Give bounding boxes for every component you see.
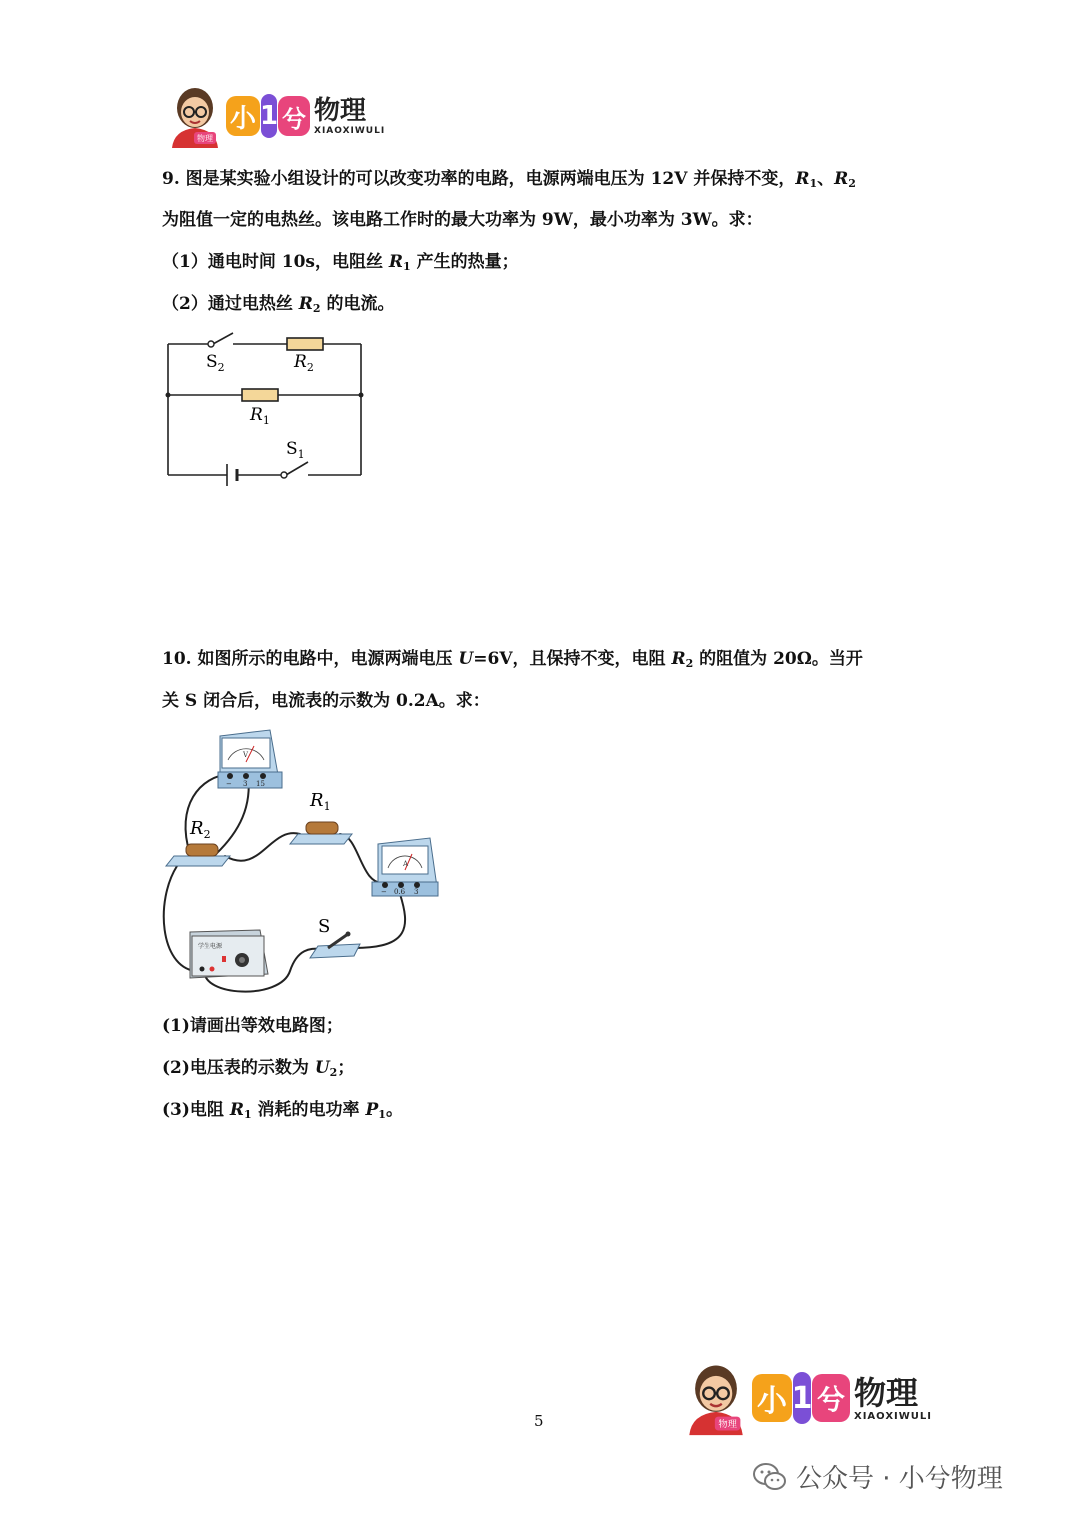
- q10-line2: 关 S 闭合后，电流表的示数为 0.2A。求：: [162, 691, 490, 711]
- logo-cn: 物理: [314, 96, 367, 126]
- svg-text:物理: 物理: [718, 1419, 737, 1431]
- svg-text:15: 15: [256, 780, 265, 788]
- svg-text:S2: $S_2$: [206, 352, 225, 374]
- mascot-icon: [680, 1360, 752, 1436]
- logo-num-char: 1: [261, 94, 277, 138]
- svg-text:学生电源: 学生电源: [198, 943, 223, 950]
- resistor-r2: [166, 844, 230, 866]
- logo-en: XIAOXIWULI: [854, 1410, 932, 1422]
- q9-line1: 9. 图是某实验小组设计的可以改变功率的电路，电源两端电压为 12V 并保持不变，$R_1$、$R_2$: [162, 169, 856, 190]
- svg-text:0.6: 0.6: [394, 888, 406, 896]
- mascot-icon: [164, 84, 226, 148]
- svg-text:3: 3: [243, 780, 248, 788]
- logo-rest-char: 兮: [278, 96, 310, 136]
- footer-text: 公众号 · 小兮物理: [796, 1464, 1003, 1494]
- svg-text:−: −: [226, 780, 232, 788]
- q9-line2: 为阻值一定的电热丝。该电路工作时的最大功率为 9W，最小功率为 3W。求：: [162, 210, 763, 230]
- power-supply: [190, 930, 268, 978]
- q10-apparatus-figure: [160, 726, 445, 998]
- svg-text:S1: $S_1$: [286, 439, 305, 461]
- wechat-icon: [752, 1462, 788, 1492]
- logo-small-char: 小: [752, 1374, 792, 1422]
- svg-text:V: V: [243, 751, 249, 759]
- wechat-footer: [752, 1458, 1003, 1495]
- footer-logo: [680, 1360, 932, 1436]
- svg-text:R1: $R_1$: [250, 405, 270, 427]
- page-number: 5: [534, 1412, 544, 1430]
- q9-sub2: （2）通过电热丝 $R_2$ 的电流。: [162, 294, 395, 315]
- q9-sub1: （1）通电时间 10s，电阻丝 $R_1$ 产生的热量；: [162, 252, 519, 273]
- logo-small-char: 小: [226, 96, 260, 136]
- q10-sub1: (1)请画出等效电路图；: [162, 1016, 343, 1036]
- svg-text:3: 3: [414, 888, 419, 896]
- logo-cn: 物理: [854, 1373, 919, 1412]
- q10-line1: 10. 如图所示的电路中，电源两端电压 U=6V，且保持不变，电阻 $R_2$ 的阻值为 20Ω。当开: [162, 649, 863, 670]
- ammeter: [372, 838, 438, 896]
- q10-sub3: (3)电阻 $R_1$ 消耗的电功率 $P_1$。: [162, 1100, 403, 1121]
- svg-text:S: S: [318, 916, 331, 937]
- header-logo: [164, 84, 385, 148]
- svg-text:−: −: [381, 888, 387, 896]
- logo-en: XIAOXIWULI: [314, 126, 386, 136]
- q9-circuit-diagram: [160, 322, 370, 492]
- svg-text:R1: $R_1$: [310, 790, 331, 813]
- logo-num-char: 1: [793, 1372, 811, 1424]
- svg-text:R2: $R_2$: [190, 818, 211, 841]
- q10-sub2: (2)电压表的示数为 $U_2$；: [162, 1058, 355, 1079]
- svg-text:物理: 物理: [197, 134, 213, 143]
- svg-text:A: A: [403, 860, 409, 868]
- logo-rest-char: 兮: [812, 1374, 850, 1422]
- svg-text:R2: $R_2$: [294, 352, 314, 374]
- voltmeter: [218, 730, 282, 788]
